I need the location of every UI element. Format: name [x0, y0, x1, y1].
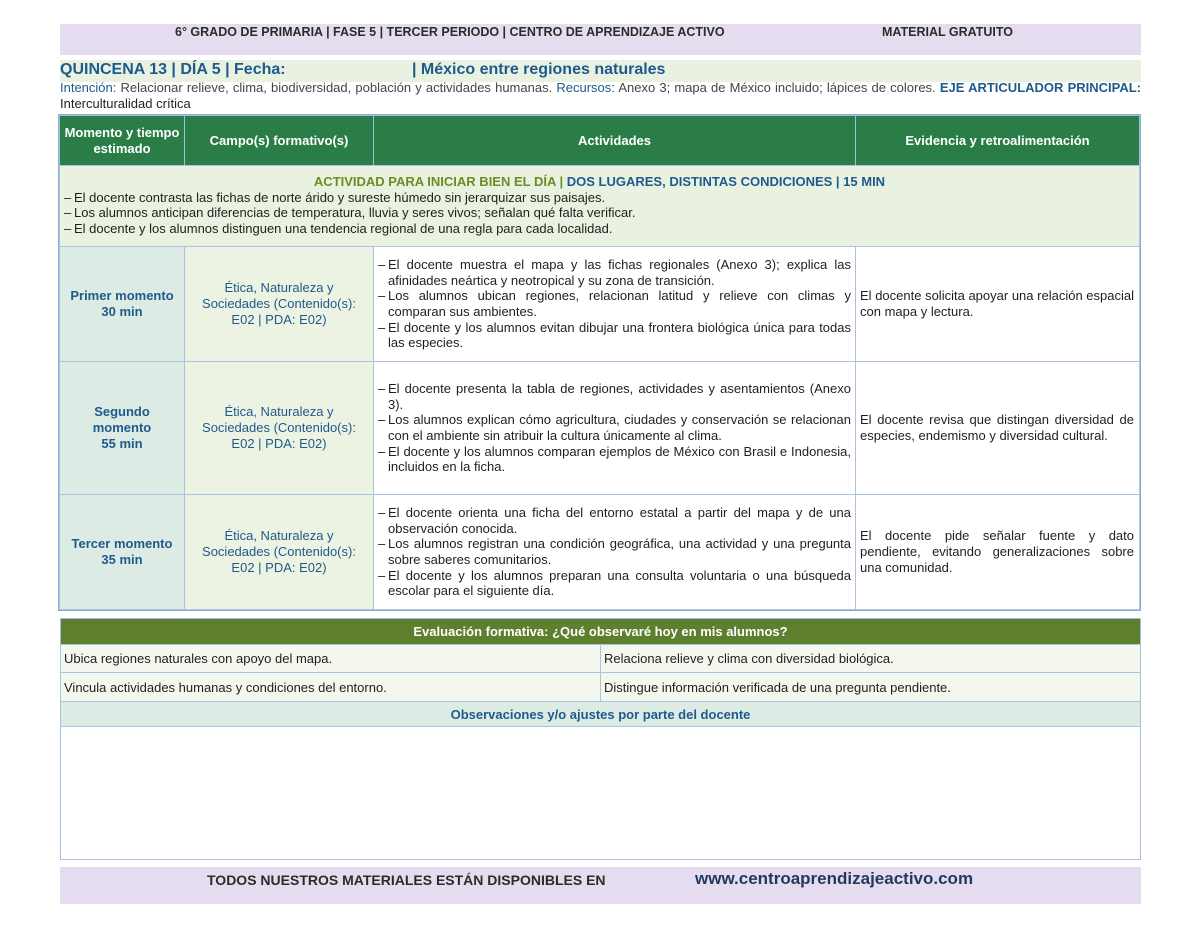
- intent-paragraph: [60, 80, 1141, 111]
- axis-text: Interculturalidad crítica: [60, 95, 191, 111]
- moment-cell: [59, 494, 185, 610]
- start-activity-item: – El docente y los alumnos distinguen una tendencia regional de una regla para cada localidad.: [64, 221, 1135, 237]
- activity-item: – El docente y los alumnos evitan dibujar una frontera biológica única para todas las especies.: [378, 320, 851, 351]
- activity-item: – Los alumnos explican cómo agricultura, ciudades y conservación se relacionan con el ambiente sin atribuir la cultura únicamente al clima.: [378, 412, 851, 443]
- evidence-cell: El docente revisa que distingan diversidad de especies, endemismo y diversidad cultural.: [855, 361, 1140, 495]
- header-campo: Campo(s) formativo(s): [184, 115, 374, 166]
- start-activity-item: – El docente contrasta las fichas de norte árido y sureste húmedo sin jerarquizar sus paisajes.: [64, 190, 1135, 206]
- moment-name: Primer momento: [70, 288, 174, 303]
- activities-cell: [373, 361, 856, 495]
- activities-cell: [373, 246, 856, 362]
- evaluation-item: Relaciona relieve y clima con diversidad biológica.: [600, 644, 1141, 673]
- moment-cell: [59, 246, 185, 362]
- intent-text: Relacionar relieve, clima, biodiversidad, población y actividades humanas.: [116, 80, 557, 95]
- observations-title: Observaciones y/o ajustes por parte del docente: [60, 701, 1141, 727]
- moment-name: Segundo momento: [92, 404, 152, 435]
- activity-item: – El docente y los alumnos preparan una consulta voluntaria o una búsqueda escolar para el siguiente día.: [378, 568, 851, 599]
- observations-area[interactable]: [60, 726, 1141, 860]
- grade-info: 6° GRADO DE PRIMARIA | FASE 5 | TERCER PERIODO | CENTRO DE APRENDIZAJE ACTIVO: [175, 25, 725, 39]
- start-activity-title-blue: DOS LUGARES, DISTINTAS CONDICIONES | 15 MIN: [566, 174, 886, 189]
- session-title: QUINCENA 13 | DÍA 5 | Fecha:: [60, 61, 286, 78]
- moment-time: 35 min: [101, 552, 143, 567]
- evaluation-title: Evaluación formativa: ¿Qué observaré hoy en mis alumnos?: [60, 618, 1141, 645]
- start-activity-title-green: ACTIVIDAD PARA INICIAR BIEN EL DÍA |: [313, 174, 567, 189]
- header-moment: Momento y tiempo estimado: [59, 115, 185, 166]
- title-row: [60, 60, 1141, 82]
- header-activities: Actividades: [373, 115, 856, 166]
- topic-title: | México entre regiones naturales: [412, 61, 666, 78]
- axis-label: EJE ARTICULADOR PRINCIPAL:: [939, 80, 1141, 95]
- evidence-cell: El docente pide señalar fuente y dato pendiente, evitando generalizaciones sobre una comunidad.: [855, 494, 1140, 610]
- activity-item: – Los alumnos ubican regiones, relacionan latitud y relieve con climas y comparan sus ambientes.: [378, 288, 851, 319]
- activity-item: – Los alumnos registran una condición geográfica, una actividad y una pregunta sobre saberes comunitarios.: [378, 536, 851, 567]
- campo-cell: Ética, Naturaleza y Sociedades (Contenido(s): E02 | PDA: E02): [184, 246, 374, 362]
- activity-item: – El docente orienta una ficha del entorno estatal a partir del mapa y de una observación conocida.: [378, 505, 851, 536]
- evidence-cell: El docente solicita apoyar una relación espacial con mapa y lectura.: [855, 246, 1140, 362]
- footer-banner: [60, 867, 1141, 904]
- moment-time: 30 min: [101, 304, 143, 319]
- moment-cell: [59, 361, 185, 495]
- start-activity-title: [64, 174, 1135, 190]
- top-banner: [60, 24, 1141, 55]
- resources-text: Anexo 3; mapa de México incluido; lápices de colores.: [614, 80, 940, 95]
- intent-label: Intención:: [60, 80, 117, 95]
- free-material-label: MATERIAL GRATUITO: [882, 25, 1014, 39]
- start-activity-item: – Los alumnos anticipan diferencias de temperatura, lluvia y seres vivos; señalan qué falta verificar.: [64, 205, 1135, 221]
- moment-name: Tercer momento: [71, 536, 173, 551]
- start-activity: [59, 165, 1140, 247]
- campo-cell: Ética, Naturaleza y Sociedades (Contenido(s): E02 | PDA: E02): [184, 361, 374, 495]
- activities-cell: [373, 494, 856, 610]
- resources-label: Recursos:: [556, 80, 615, 95]
- evaluation-item: Ubica regiones naturales con apoyo del mapa.: [60, 644, 601, 673]
- moment-time: 55 min: [101, 436, 143, 451]
- footer-message: TODOS NUESTROS MATERIALES ESTÁN DISPONIBLES EN: [207, 872, 606, 888]
- evaluation-item: Vincula actividades humanas y condiciones del entorno.: [60, 672, 601, 702]
- evaluation-item: Distingue información verificada de una pregunta pendiente.: [600, 672, 1141, 702]
- campo-cell: Ética, Naturaleza y Sociedades (Contenido(s): E02 | PDA: E02): [184, 494, 374, 610]
- activity-item: – El docente presenta la tabla de regiones, actividades y asentamientos (Anexo 3).: [378, 381, 851, 412]
- footer-url-link[interactable]: www.centroaprendizajeactivo.com: [695, 869, 974, 888]
- activity-item: – El docente y los alumnos comparan ejemplos de México con Brasil e Indonesia, incluidos en la ficha.: [378, 444, 851, 475]
- activity-item: – El docente muestra el mapa y las fichas regionales (Anexo 3); explica las afinidades neártica y neotropical y su zona de transición.: [378, 257, 851, 288]
- header-evidence: Evidencia y retroalimentación: [855, 115, 1140, 166]
